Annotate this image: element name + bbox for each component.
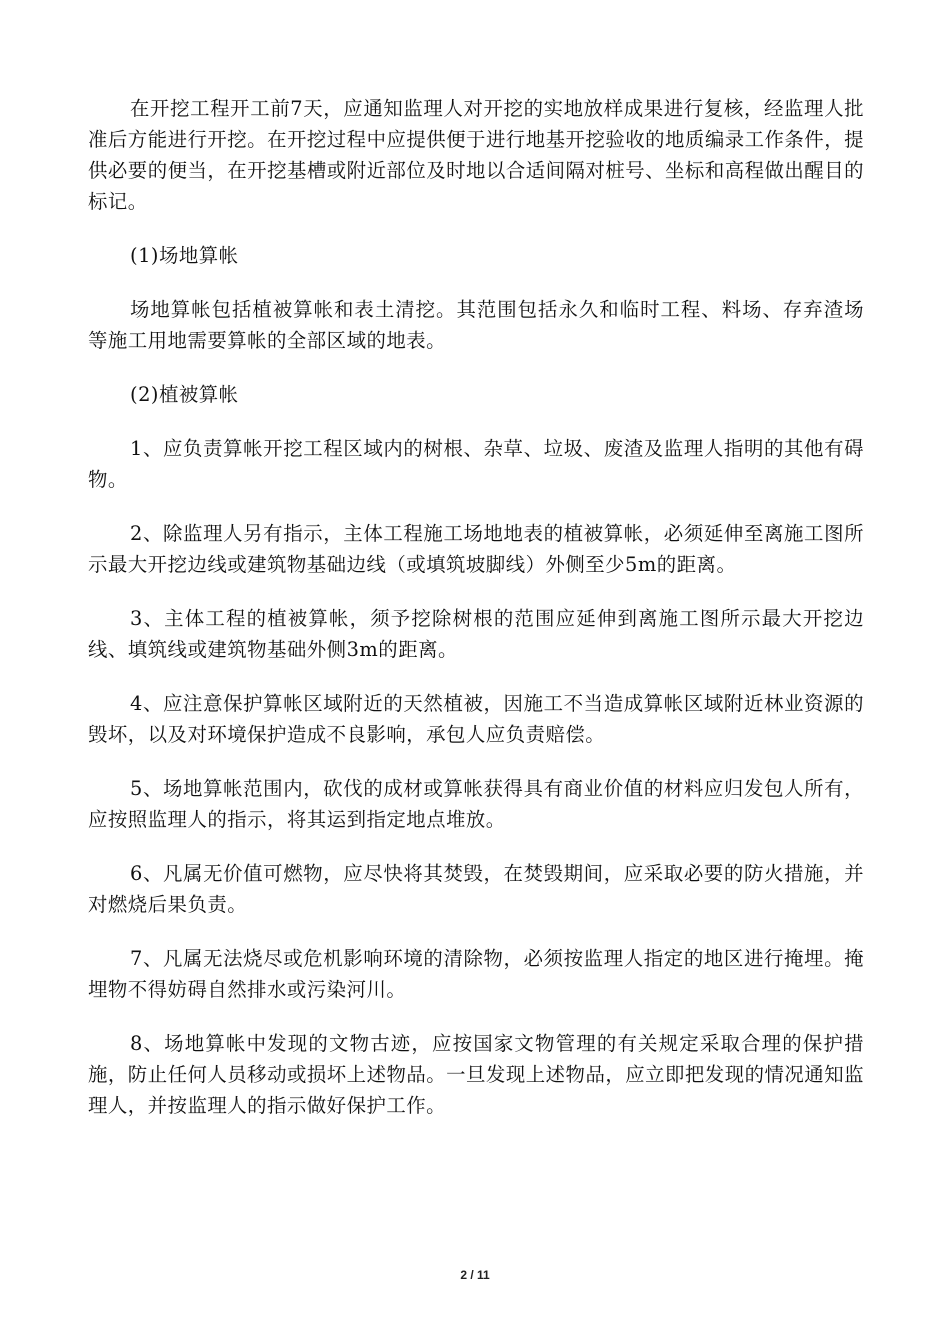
list-item-8: 8、场地算帐中发现的文物古迹，应按国家文物管理的有关规定采取合理的保护措施，防止任何人员移动或损坏上述物品。一旦发现上述物品，应立即把发现的情况通知监理人，并按监理人的指示做好保护工作。 xyxy=(88,1032,864,1117)
page-number: 2 / 11 xyxy=(460,1268,490,1282)
list-item-4: 4、应注意保护算帐区域附近的天然植被，因施工不当造成算帐区域附近林业资源的毁坏，以及对环境保护造成不良影响，承包人应负责赔偿。 xyxy=(88,692,864,746)
list-item-7: 7、凡属无法烧尽或危机影响环境的清除物，必须按监理人指定的地区进行掩埋。掩埋物不得妨碍自然排水或污染河川。 xyxy=(88,947,864,1001)
list-item-6: 6、凡属无价值可燃物，应尽快将其焚毁，在焚毁期间，应采取必要的防火措施，并对燃烧后果负责。 xyxy=(88,862,864,916)
list-item-5: 5、场地算帐范围内，砍伐的成材或算帐获得具有商业价值的材料应归发包人所有，应按照监理人的指示，将其运到指定地点堆放。 xyxy=(88,777,864,831)
paragraph-site-clearing: 场地算帐包括植被算帐和表土清挖。其范围包括永久和临时工程、料场、存弃渣场等施工用地需要算帐的全部区域的地表。 xyxy=(88,298,864,352)
page-body xyxy=(88,93,864,1121)
list-item-3: 3、主体工程的植被算帐，须予挖除树根的范围应延伸到离施工图所示最大开挖边线、填筑线或建筑物基础外侧3m的距离。 xyxy=(88,607,864,661)
list-item-1: 1、应负责算帐开挖工程区域内的树根、杂草、垃圾、废渣及监理人指明的其他有碍物。 xyxy=(88,437,864,491)
list-item-2: 2、除监理人另有指示，主体工程施工场地地表的植被算帐，必须延伸至离施工图所示最大开挖边线或建筑物基础边线（或填筑坡脚线）外侧至少5m的距离。 xyxy=(88,522,864,576)
paragraph-intro: 在开挖工程开工前7天，应通知监理人对开挖的实地放样成果进行复核，经监理人批准后方能进行开挖。在开挖过程中应提供便于进行地基开挖验收的地质编录工作条件，提供必要的便当，在开挖基槽或附近部位及时地以合适间隔对桩号、坐标和高程做出醒目的标记。 xyxy=(88,97,864,213)
heading-vegetation-clearing: (2)植被算帐 xyxy=(130,383,239,406)
heading-site-clearing: (1)场地算帐 xyxy=(130,244,239,267)
